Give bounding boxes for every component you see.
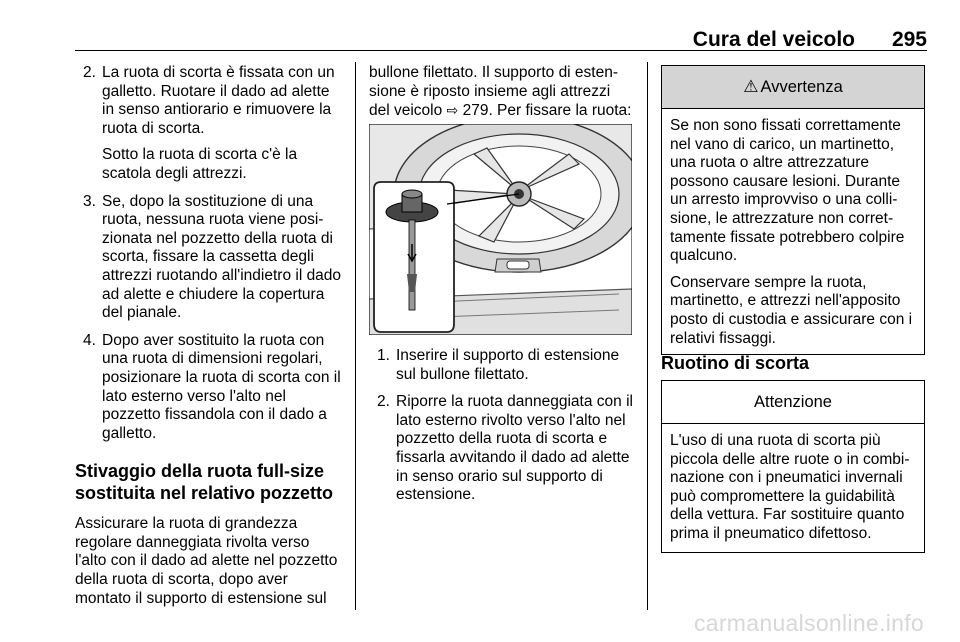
list-item	[75, 64, 343, 184]
page-number: 295	[891, 28, 927, 51]
list-number: 1.	[377, 347, 390, 364]
list-number: 2.	[83, 64, 96, 81]
watermark: carmanualsonline.info	[693, 610, 924, 636]
list-item	[75, 193, 343, 323]
caution-title: Attenzione	[754, 392, 832, 411]
section-title: Cura del veicolo	[692, 28, 855, 51]
warning-body	[662, 109, 924, 354]
body-paragraph	[369, 64, 635, 121]
list-number: 2.	[377, 393, 390, 411]
reference-arrow-icon: ⇨	[446, 102, 459, 119]
warning-paragraph: Se non sono fissati correttamente nel vano di carico, un martinetto, una ruota o altre attrezzature possono causare lesioni. Durante un arresto improvviso o una collisione, le attrezzature non correttamente fissate potrebbero colpire qualcuno.	[670, 117, 905, 265]
warning-header	[662, 66, 924, 109]
column-1	[75, 64, 343, 608]
paragraph-text: bullone filettato. Il supporto di estensione è riposto insieme agli attrezzi del veicolo	[369, 64, 619, 120]
spare-wheel-illustration	[369, 124, 632, 335]
caution-body	[662, 424, 924, 552]
caution-box	[661, 380, 925, 553]
list-item	[75, 332, 343, 444]
column-2	[369, 64, 635, 121]
caution-paragraph: L'uso di una ruota di scorta più piccola delle altre ruote o in combinazione con i pneumatici invernali può compromettere la guidabilità della vettura. Far sostituire quanto prima il pneumatico difettoso.	[670, 432, 910, 542]
list-number: 3.	[83, 192, 96, 210]
warning-title: Avvertenza	[760, 77, 843, 96]
list-text: Dopo aver sostituito la ruota con una ruota di dimensioni regolari, posizionare la ruota di scorta con il lato esterno verso l'alto nel pozzetto fissandola con il dado a galletto.	[102, 331, 341, 442]
paragraph-text: 279. Per fissare la ruota:	[458, 102, 632, 120]
extension-bolt-inset	[374, 182, 454, 332]
list-item	[369, 393, 635, 505]
list-text: Riporre la ruota danneggiata con il lato esterno rivolto verso l'alto nel pozzetto della ruota di scorta e fissarla avvitando il dado ad alette in senso orario sul supporto di estensione.	[396, 393, 633, 504]
column-2-steps	[369, 347, 635, 514]
caution-header	[662, 381, 924, 424]
list-number: 4.	[83, 331, 96, 349]
warning-box	[661, 65, 925, 355]
column-divider-2	[647, 62, 648, 610]
section-heading: Ruotino di scorta	[661, 353, 809, 373]
list-item	[369, 347, 635, 384]
list-text: La ruota di scorta è fissata con un galletto. Ruotare il dado ad alette in senso antiorario e rimuovere la ruota di scorta.	[102, 64, 335, 137]
list-text: Inserire il supporto di estensione sul bullone filettato.	[396, 347, 620, 383]
list-text: Se, dopo la sostituzione di una ruota, nessuna ruota viene posizionata nel pozzetto della ruota di scorta, fissare la cassetta degli attrezzi ruotando all'indietro il dado ad alette e chiudere la copertura del pianale.	[102, 192, 342, 322]
list-subtext: Sotto la ruota di scorta c'è la scatola degli attrezzi.	[102, 146, 298, 182]
header-divider	[75, 50, 927, 51]
section-heading: Stivaggio della ruota full-size sostituita nel relativo pozzetto	[75, 461, 334, 504]
warning-triangle-icon: ⚠	[743, 76, 759, 96]
warning-paragraph: Conservare sempre la ruota, martinetto, e attrezzi nell'apposito posto di custodia e assicurare con i relativi fissaggi.	[670, 273, 913, 347]
column-divider-1	[355, 62, 356, 610]
body-paragraph: Assicurare la ruota di grandezza regolare danneggiata rivolta verso l'alto con il dado ad alette nel pozzetto della ruota di scorta, dopo aver montato il supporto di estensione sul	[75, 515, 338, 607]
